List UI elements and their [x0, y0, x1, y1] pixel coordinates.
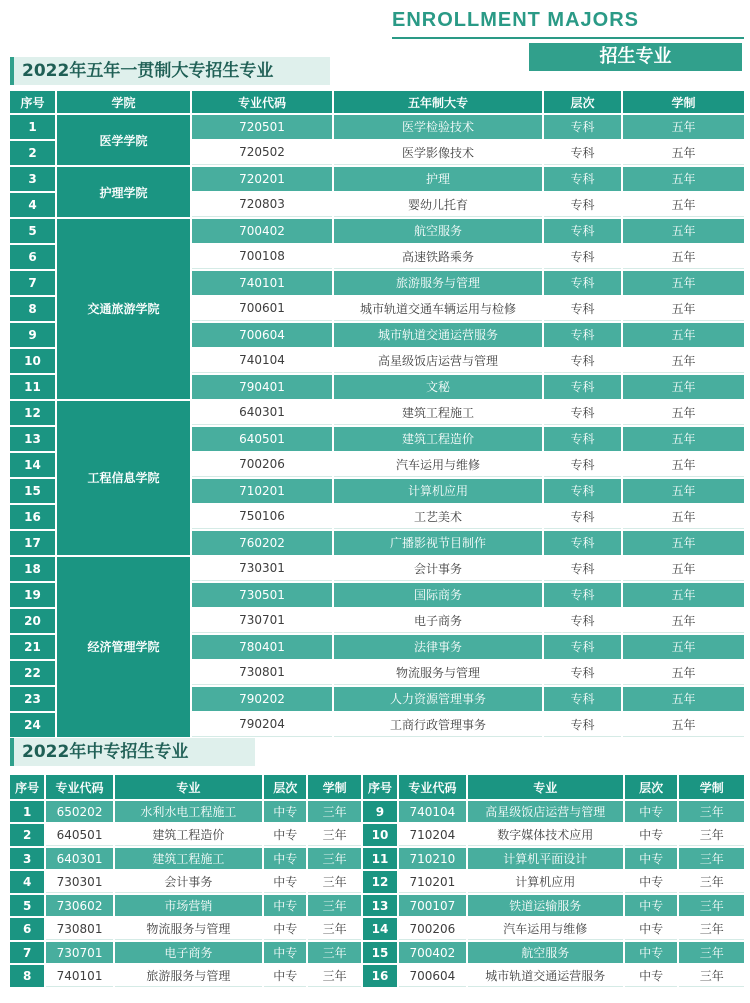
- cell-major: 工艺美术: [334, 505, 542, 530]
- cell-code: 730501: [192, 583, 332, 607]
- cell-major: 国际商务: [334, 583, 542, 607]
- cell-level: 专科: [544, 375, 621, 399]
- cell-seq: 14: [363, 918, 397, 940]
- cell-major: 城市轨道交通车辆运用与检修: [334, 297, 542, 322]
- cell-seq: 10: [10, 349, 55, 374]
- cell-duration: 五年: [623, 505, 744, 530]
- cell-level: 中专: [625, 918, 677, 940]
- table-row: [10, 801, 744, 822]
- cell-seq: 24: [10, 713, 55, 738]
- cell-seq: 17: [10, 531, 55, 555]
- cell-duration: 三年: [679, 848, 744, 869]
- cell-seq: 9: [10, 323, 55, 347]
- cell-school: 工程信息学院: [57, 401, 190, 555]
- cell-level: 专科: [544, 245, 621, 270]
- cell-seq: 14: [10, 453, 55, 478]
- col-header-duration: 学制: [679, 775, 744, 799]
- table-row: [10, 167, 744, 191]
- cell-level: 专科: [544, 271, 621, 295]
- col-header-seq: 序号: [10, 91, 55, 113]
- cell-duration: 五年: [623, 141, 744, 166]
- title-underline: [392, 37, 744, 39]
- cell-duration: 五年: [623, 713, 744, 738]
- cell-major: 电子商务: [334, 609, 542, 634]
- cell-duration: 五年: [623, 661, 744, 686]
- cell-major: 水利水电工程施工: [115, 801, 262, 822]
- col-header-seq: 序号: [10, 775, 44, 799]
- cell-seq: 3: [10, 167, 55, 191]
- cell-major: 会计事务: [115, 871, 262, 893]
- cell-seq: 1: [10, 801, 44, 822]
- cell-seq: 4: [10, 871, 44, 893]
- cell-level: 专科: [544, 505, 621, 530]
- cell-major: 护理: [334, 167, 542, 191]
- five-year-majors-table: [8, 89, 746, 739]
- secondary-section-title: 2022年中专招生专业: [10, 738, 255, 766]
- cell-level: 中专: [264, 871, 306, 893]
- cell-duration: 五年: [623, 427, 744, 451]
- cell-level: 中专: [625, 895, 677, 916]
- cell-seq: 1: [10, 115, 55, 139]
- cell-code: 700402: [399, 942, 466, 963]
- cell-code: 740104: [192, 349, 332, 374]
- cell-seq: 16: [363, 965, 397, 987]
- cell-seq: 13: [363, 895, 397, 916]
- cell-code: 760202: [192, 531, 332, 555]
- cell-school: 医学学院: [57, 115, 190, 165]
- cell-level: 中专: [625, 801, 677, 822]
- cell-duration: 三年: [679, 871, 744, 893]
- cell-major: 人力资源管理事务: [334, 687, 542, 711]
- cell-level: 专科: [544, 167, 621, 191]
- col-header-major: 专业: [115, 775, 262, 799]
- cell-level: 专科: [544, 557, 621, 582]
- cell-major: 建筑工程施工: [334, 401, 542, 426]
- table-row: [10, 115, 744, 139]
- cell-code: 700601: [192, 297, 332, 322]
- cell-seq: 13: [10, 427, 55, 451]
- cell-code: 720502: [192, 141, 332, 166]
- cell-code: 720501: [192, 115, 332, 139]
- cell-duration: 三年: [308, 965, 360, 987]
- cell-major: 计算机应用: [334, 479, 542, 503]
- cell-code: 700402: [192, 219, 332, 243]
- cell-seq: 15: [10, 479, 55, 503]
- cell-duration: 五年: [623, 609, 744, 634]
- chinese-title-badge: 招生专业: [529, 43, 742, 71]
- cell-code: 740101: [46, 965, 113, 987]
- cell-seq: 3: [10, 848, 44, 869]
- cell-level: 专科: [544, 531, 621, 555]
- cell-duration: 五年: [623, 453, 744, 478]
- cell-duration: 五年: [623, 271, 744, 295]
- cell-major: 铁道运输服务: [468, 895, 623, 916]
- cell-major: 医学检验技术: [334, 115, 542, 139]
- cell-duration: 五年: [623, 167, 744, 191]
- cell-code: 640501: [46, 824, 113, 846]
- table-row: [10, 848, 744, 869]
- cell-duration: 三年: [308, 918, 360, 940]
- cell-level: 专科: [544, 219, 621, 243]
- cell-level: 专科: [544, 583, 621, 607]
- cell-duration: 三年: [679, 918, 744, 940]
- cell-major: 计算机应用: [468, 871, 623, 893]
- cell-school: 交通旅游学院: [57, 219, 190, 399]
- cell-level: 专科: [544, 297, 621, 322]
- cell-major: 数字媒体技术应用: [468, 824, 623, 846]
- cell-code: 740101: [192, 271, 332, 295]
- table-row: [10, 871, 744, 893]
- cell-seq: 20: [10, 609, 55, 634]
- cell-level: 专科: [544, 115, 621, 139]
- cell-level: 专科: [544, 687, 621, 711]
- cell-level: 专科: [544, 193, 621, 218]
- col-header-major: 五年制大专: [334, 91, 542, 113]
- cell-duration: 五年: [623, 479, 744, 503]
- cell-code: 700206: [192, 453, 332, 478]
- cell-code: 720803: [192, 193, 332, 218]
- cell-code: 730701: [192, 609, 332, 634]
- cell-duration: 五年: [623, 401, 744, 426]
- cell-level: 中专: [264, 801, 306, 822]
- cell-seq: 16: [10, 505, 55, 530]
- cell-seq: 5: [10, 219, 55, 243]
- cell-code: 730602: [46, 895, 113, 916]
- cell-major: 高速铁路乘务: [334, 245, 542, 270]
- cell-code: 700107: [399, 895, 466, 916]
- cell-code: 700108: [192, 245, 332, 270]
- cell-seq: 7: [10, 942, 44, 963]
- cell-major: 高星级饭店运营与管理: [468, 801, 623, 822]
- col-header-seq: 序号: [363, 775, 397, 799]
- cell-code: 640301: [46, 848, 113, 869]
- cell-level: 专科: [544, 323, 621, 347]
- cell-major: 航空服务: [334, 219, 542, 243]
- cell-seq: 2: [10, 141, 55, 166]
- cell-duration: 五年: [623, 297, 744, 322]
- cell-level: 专科: [544, 141, 621, 166]
- cell-level: 专科: [544, 349, 621, 374]
- col-header-level: 层次: [544, 91, 621, 113]
- cell-level: 专科: [544, 635, 621, 659]
- col-header-duration: 学制: [308, 775, 360, 799]
- cell-seq: 4: [10, 193, 55, 218]
- cell-level: 中专: [625, 942, 677, 963]
- cell-major: 航空服务: [468, 942, 623, 963]
- cell-level: 中专: [264, 942, 306, 963]
- cell-code: 730701: [46, 942, 113, 963]
- cell-code: 740104: [399, 801, 466, 822]
- cell-major: 建筑工程施工: [115, 848, 262, 869]
- cell-seq: 6: [10, 245, 55, 270]
- table-row: [10, 824, 744, 846]
- cell-code: 650202: [46, 801, 113, 822]
- cell-duration: 三年: [308, 824, 360, 846]
- cell-duration: 五年: [623, 375, 744, 399]
- cell-level: 中专: [264, 918, 306, 940]
- cell-duration: 三年: [679, 801, 744, 822]
- cell-code: 720201: [192, 167, 332, 191]
- cell-code: 730301: [192, 557, 332, 582]
- cell-code: 780401: [192, 635, 332, 659]
- cell-major: 汽车运用与维修: [334, 453, 542, 478]
- cell-code: 730801: [46, 918, 113, 940]
- cell-code: 790204: [192, 713, 332, 738]
- cell-level: 中专: [625, 848, 677, 869]
- cell-major: 旅游服务与管理: [334, 271, 542, 295]
- cell-duration: 三年: [679, 895, 744, 916]
- cell-duration: 五年: [623, 193, 744, 218]
- cell-code: 750106: [192, 505, 332, 530]
- cell-seq: 21: [10, 635, 55, 659]
- cell-seq: 11: [10, 375, 55, 399]
- cell-seq: 7: [10, 271, 55, 295]
- cell-level: 中专: [264, 965, 306, 987]
- cell-level: 专科: [544, 609, 621, 634]
- table-row: [10, 557, 744, 582]
- col-header-level: 层次: [625, 775, 677, 799]
- cell-duration: 五年: [623, 531, 744, 555]
- cell-seq: 22: [10, 661, 55, 686]
- cell-code: 710210: [399, 848, 466, 869]
- cell-code: 640501: [192, 427, 332, 451]
- cell-duration: 三年: [308, 801, 360, 822]
- cell-duration: 五年: [623, 687, 744, 711]
- cell-duration: 五年: [623, 115, 744, 139]
- cell-duration: 三年: [308, 895, 360, 916]
- cell-major: 法律事务: [334, 635, 542, 659]
- five-year-section-title: 2022年五年一贯制大专招生专业: [10, 57, 330, 85]
- cell-seq: 12: [10, 401, 55, 426]
- col-header-code: 专业代码: [46, 775, 113, 799]
- col-header-duration: 学制: [623, 91, 744, 113]
- cell-code: 710204: [399, 824, 466, 846]
- cell-major: 建筑工程造价: [115, 824, 262, 846]
- cell-duration: 五年: [623, 635, 744, 659]
- cell-level: 中专: [264, 895, 306, 916]
- cell-major: 建筑工程造价: [334, 427, 542, 451]
- cell-duration: 三年: [679, 824, 744, 846]
- cell-major: 汽车运用与维修: [468, 918, 623, 940]
- cell-level: 中专: [625, 965, 677, 987]
- cell-seq: 10: [363, 824, 397, 846]
- cell-duration: 三年: [308, 848, 360, 869]
- cell-school: 护理学院: [57, 167, 190, 217]
- cell-seq: 8: [10, 965, 44, 987]
- table-row: [10, 918, 744, 940]
- cell-major: 文秘: [334, 375, 542, 399]
- cell-duration: 五年: [623, 557, 744, 582]
- col-header-code: 专业代码: [399, 775, 466, 799]
- cell-seq: 9: [363, 801, 397, 822]
- cell-code: 700206: [399, 918, 466, 940]
- table-row: [10, 965, 744, 987]
- cell-code: 790401: [192, 375, 332, 399]
- cell-level: 专科: [544, 427, 621, 451]
- col-header-school: 学院: [57, 91, 190, 113]
- cell-duration: 三年: [679, 942, 744, 963]
- cell-major: 计算机平面设计: [468, 848, 623, 869]
- cell-major: 旅游服务与管理: [115, 965, 262, 987]
- cell-major: 物流服务与管理: [334, 661, 542, 686]
- cell-seq: 18: [10, 557, 55, 582]
- cell-level: 中专: [625, 871, 677, 893]
- cell-duration: 三年: [679, 965, 744, 987]
- cell-seq: 19: [10, 583, 55, 607]
- table-row: [10, 895, 744, 916]
- cell-seq: 8: [10, 297, 55, 322]
- cell-seq: 5: [10, 895, 44, 916]
- cell-level: 中专: [264, 824, 306, 846]
- cell-duration: 五年: [623, 245, 744, 270]
- col-header-level: 层次: [264, 775, 306, 799]
- cell-seq: 15: [363, 942, 397, 963]
- table-row: [10, 401, 744, 426]
- cell-duration: 五年: [623, 583, 744, 607]
- table-row: [10, 942, 744, 963]
- secondary-majors-table: [8, 773, 746, 989]
- cell-code: 700604: [192, 323, 332, 347]
- cell-code: 790202: [192, 687, 332, 711]
- cell-duration: 五年: [623, 349, 744, 374]
- cell-level: 专科: [544, 401, 621, 426]
- cell-duration: 五年: [623, 219, 744, 243]
- cell-major: 物流服务与管理: [115, 918, 262, 940]
- cell-major: 医学影像技术: [334, 141, 542, 166]
- cell-duration: 三年: [308, 942, 360, 963]
- table-header-row: [10, 91, 744, 113]
- cell-level: 专科: [544, 661, 621, 686]
- cell-major: 电子商务: [115, 942, 262, 963]
- cell-code: 640301: [192, 401, 332, 426]
- cell-major: 会计事务: [334, 557, 542, 582]
- cell-seq: 11: [363, 848, 397, 869]
- cell-code: 730801: [192, 661, 332, 686]
- cell-code: 710201: [399, 871, 466, 893]
- cell-major: 城市轨道交通运营服务: [334, 323, 542, 347]
- cell-level: 专科: [544, 479, 621, 503]
- cell-level: 专科: [544, 713, 621, 738]
- cell-level: 中专: [264, 848, 306, 869]
- cell-level: 专科: [544, 453, 621, 478]
- cell-code: 730301: [46, 871, 113, 893]
- col-header-major: 专业: [468, 775, 623, 799]
- cell-major: 广播影视节目制作: [334, 531, 542, 555]
- cell-major: 高星级饭店运营与管理: [334, 349, 542, 374]
- cell-major: 城市轨道交通运营服务: [468, 965, 623, 987]
- cell-duration: 三年: [308, 871, 360, 893]
- cell-school: 经济管理学院: [57, 557, 190, 738]
- cell-code: 700604: [399, 965, 466, 987]
- cell-major: 市场营销: [115, 895, 262, 916]
- cell-duration: 五年: [623, 323, 744, 347]
- cell-code: 710201: [192, 479, 332, 503]
- cell-seq: 6: [10, 918, 44, 940]
- english-title: ENROLLMENT MAJORS: [392, 9, 639, 31]
- table-header-row: [10, 775, 744, 799]
- cell-major: 工商行政管理事务: [334, 713, 542, 738]
- cell-level: 中专: [625, 824, 677, 846]
- cell-seq: 23: [10, 687, 55, 711]
- table-row: [10, 219, 744, 243]
- cell-seq: 2: [10, 824, 44, 846]
- cell-seq: 12: [363, 871, 397, 893]
- col-header-code: 专业代码: [192, 91, 332, 113]
- cell-major: 婴幼儿托育: [334, 193, 542, 218]
